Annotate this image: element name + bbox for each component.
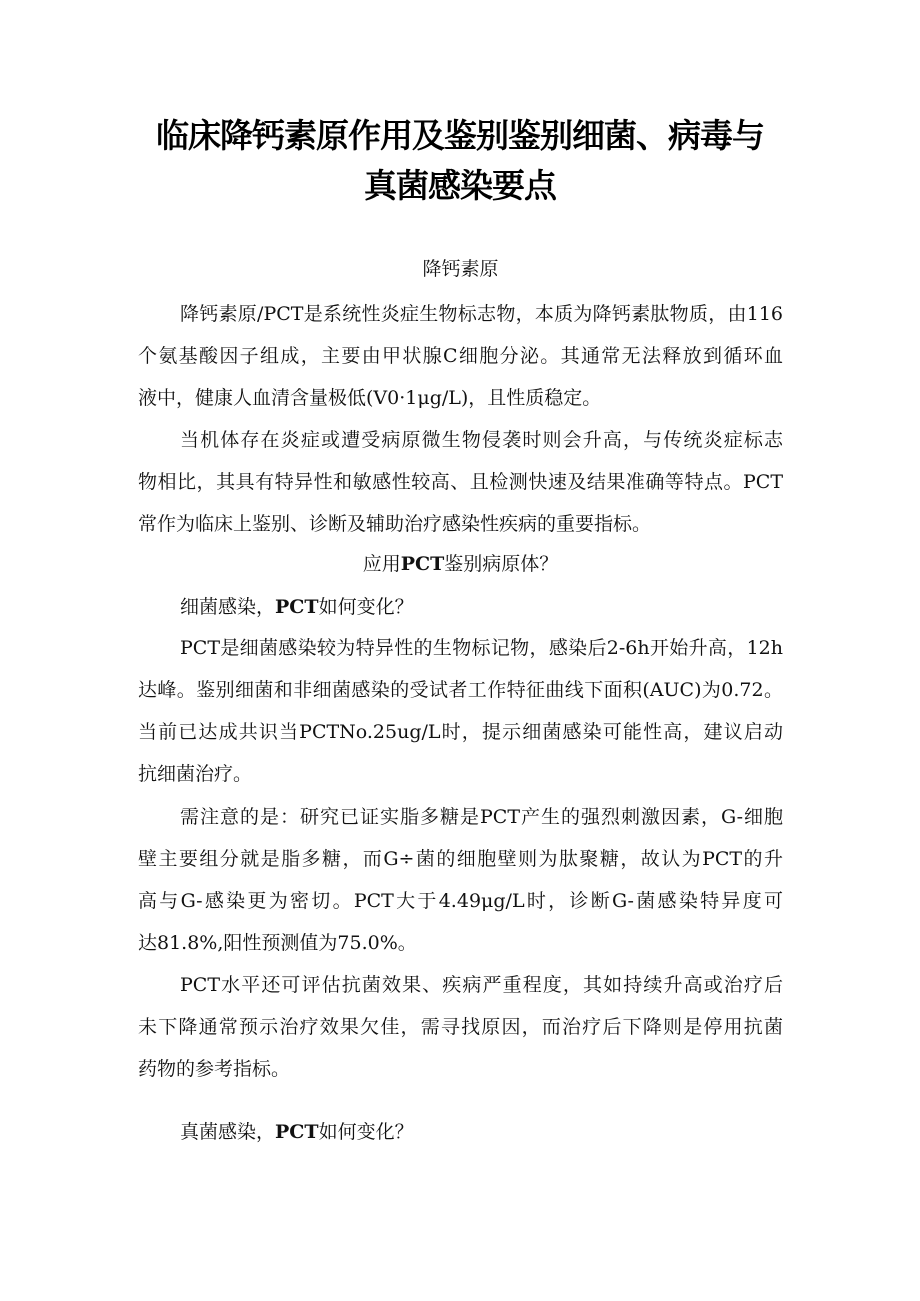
heading-bold-text: PCT (275, 1121, 319, 1143)
section-title: 降钙素原 (422, 258, 499, 280)
heading-text: 细菌感染， (180, 596, 276, 618)
paragraph-line: 达峰。鉴别细菌和非细菌感染的受试者工作特征曲线下面积(AUC)为0.72。 (138, 679, 783, 701)
document-title-line-1: 临床降钙素原作用及鉴别鉴别细菌、病毒与 (156, 116, 764, 155)
fungal-infection-heading (180, 1118, 414, 1146)
paragraph-bacterial-marker (138, 627, 783, 795)
paragraph-treatment-evaluation (138, 964, 783, 1090)
paragraph-line: 降钙素原/PCT是系统性炎症生物标志物，本质为降钙素肽物质，由116 (180, 303, 783, 325)
paragraph-line: 当机体存在炎症或遭受病原微生物侵袭时则会升高，与传统炎症标志 (180, 429, 783, 451)
paragraph-line: 高与G-感染更为密切。PCT大于4.49μg/L时，诊断G-菌感染特异度可 (138, 890, 783, 912)
paragraph-line: 达81.8%,阳性预测值为75.0%。 (138, 932, 417, 954)
heading-text: 鉴别病原体？ (444, 553, 559, 575)
paragraph-line: 未下降通常预示治疗效果欠佳，需寻找原因，而治疗后下降则是停用抗菌 (138, 1016, 783, 1038)
heading-bold-text: PCT (400, 553, 445, 575)
paragraph-lipopolysaccharide (138, 796, 783, 964)
heading-bold-text: PCT (275, 596, 319, 618)
paragraph-line: 个氨基酸因子组成，主要由甲状腺C细胞分泌。其通常无法释放到循环血 (138, 345, 783, 367)
paragraph-line: PCT是细菌感染较为特异性的生物标记物，感染后2-6h开始升高，12h (180, 637, 783, 659)
heading-text: 如何变化？ (318, 1121, 414, 1143)
paragraph-line: 液中，健康人血清含量极低(V0·1μg/L)，且性质稳定。 (138, 387, 602, 409)
paragraph-line: 需注意的是：研究已证实脂多糖是PCT产生的强烈刺激因素，G-细胞 (180, 806, 783, 828)
paragraph-pct-inflammation (138, 419, 783, 545)
heading-text: 如何变化？ (318, 596, 414, 618)
question-heading (138, 550, 783, 578)
heading-text: 真菌感染， (180, 1121, 276, 1143)
heading-text: 应用 (362, 553, 401, 575)
bacterial-infection-heading (180, 593, 414, 621)
paragraph-line: 常作为临床上鉴别、诊断及辅助治疗感染性疾病的重要指标。 (138, 513, 652, 535)
paragraph-line: 药物的参考指标。 (138, 1058, 291, 1080)
paragraph-pct-definition (138, 293, 783, 419)
document-title-line-2: 真菌感染要点 (364, 166, 556, 205)
paragraph-line: 当前已达成共识当PCTNo.25ug/L时，提示细菌感染可能性高，建议启动 (138, 721, 783, 743)
paragraph-line: 物相比，其具有特异性和敏感性较高、且检测快速及结果准确等特点。PCT (138, 471, 783, 493)
paragraph-line: PCT水平还可评估抗菌效果、疾病严重程度，其如持续升高或治疗后 (180, 974, 783, 996)
paragraph-line: 抗细菌治疗。 (138, 763, 253, 785)
paragraph-line: 壁主要组分就是脂多糖，而G÷菌的细胞壁则为肽聚糖，故认为PCT的升 (138, 848, 783, 870)
